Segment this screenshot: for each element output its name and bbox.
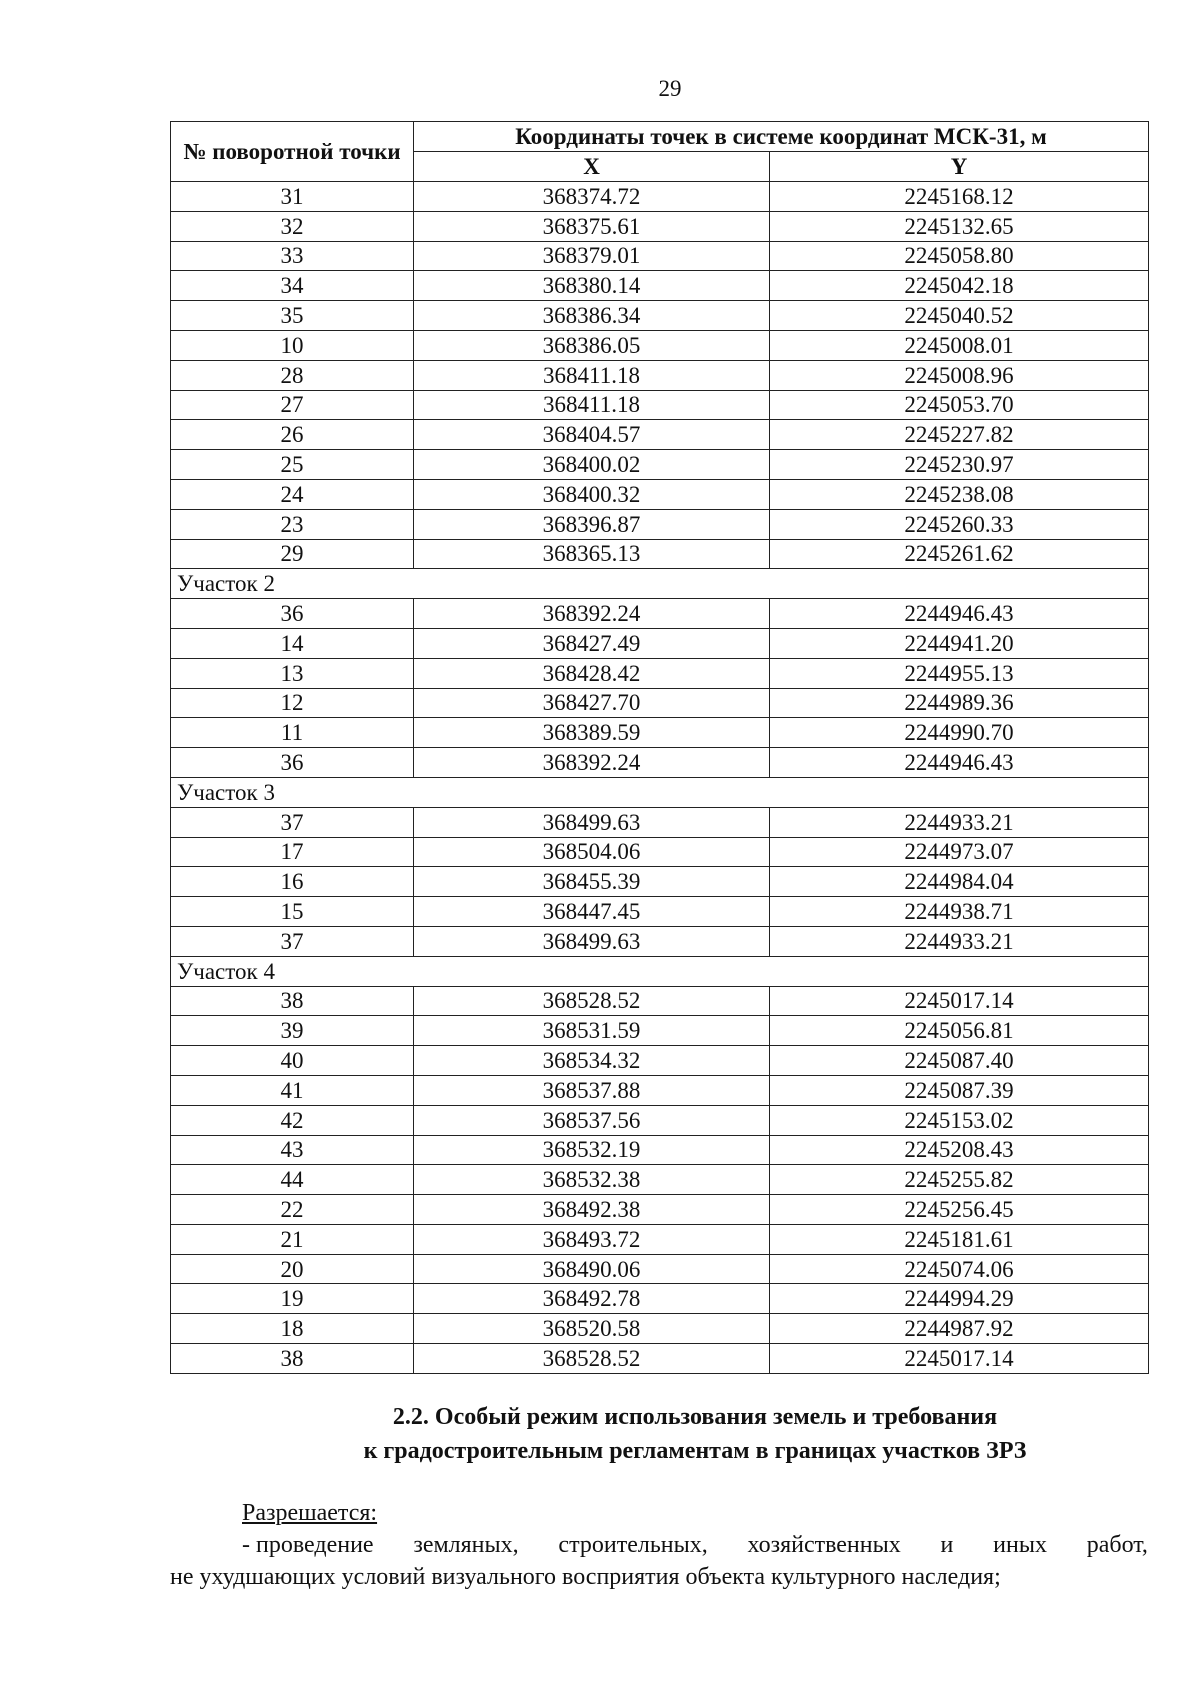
x-coordinate-cell: 368386.05 (414, 330, 770, 360)
table-row (171, 330, 1149, 360)
page-number: 29 (658, 76, 682, 101)
allowed-item (170, 1529, 1148, 1593)
y-coordinate-cell: 2245168.12 (770, 182, 1149, 212)
allowed-item-line1 (170, 1529, 1148, 1561)
table-row (171, 926, 1149, 956)
table-row (171, 897, 1149, 927)
allowed-item-word: иных (993, 1532, 1047, 1558)
y-coordinate-cell: 2245087.40 (770, 1046, 1149, 1076)
point-number-cell: 15 (171, 897, 414, 927)
x-coordinate-cell: 368447.45 (414, 897, 770, 927)
point-number-cell: 42 (171, 1105, 414, 1135)
x-coordinate-cell: 368528.52 (414, 1344, 770, 1374)
point-number-cell: 28 (171, 360, 414, 390)
section-heading-line2: к градостроительным регламентам в границах участков ЗРЗ (363, 1438, 1027, 1464)
x-coordinate-cell: 368531.59 (414, 1016, 770, 1046)
y-coordinate-cell: 2245042.18 (770, 271, 1149, 301)
point-number-cell: 14 (171, 628, 414, 658)
point-number-cell: 44 (171, 1165, 414, 1195)
table-row (171, 390, 1149, 420)
x-coordinate-cell: 368499.63 (414, 807, 770, 837)
point-number-cell: 24 (171, 479, 414, 509)
y-coordinate-cell: 2245056.81 (770, 1016, 1149, 1046)
section-label: Участок 2 (171, 569, 1149, 599)
allowed-item-line2: не ухудшающих условий визуального восприятия объекта культурного наследия; (170, 1564, 1001, 1590)
point-number-cell: 16 (171, 867, 414, 897)
y-coordinate-cell: 2244987.92 (770, 1314, 1149, 1344)
point-number-cell: 25 (171, 450, 414, 480)
x-coordinate-cell: 368428.42 (414, 658, 770, 688)
x-coordinate-cell: 368404.57 (414, 420, 770, 450)
table-row (171, 1195, 1149, 1225)
point-number-cell: 37 (171, 807, 414, 837)
point-number-cell: 21 (171, 1224, 414, 1254)
y-coordinate-cell: 2244933.21 (770, 926, 1149, 956)
table-row (171, 718, 1149, 748)
table-row (171, 807, 1149, 837)
point-number-cell: 13 (171, 658, 414, 688)
point-number-cell: 34 (171, 271, 414, 301)
table-row (171, 837, 1149, 867)
y-coordinate-cell: 2244933.21 (770, 807, 1149, 837)
table-row (171, 1344, 1149, 1374)
y-coordinate-cell: 2245058.80 (770, 241, 1149, 271)
x-coordinate-cell: 368427.70 (414, 688, 770, 718)
table-row (171, 182, 1149, 212)
point-number-cell: 19 (171, 1284, 414, 1314)
x-coordinate-cell: 368528.52 (414, 986, 770, 1016)
y-coordinate-cell: 2245153.02 (770, 1105, 1149, 1135)
point-number-cell: 38 (171, 1344, 414, 1374)
point-number-cell: 40 (171, 1046, 414, 1076)
y-coordinate-cell: 2245053.70 (770, 390, 1149, 420)
table-row (171, 360, 1149, 390)
y-coordinate-cell: 2245087.39 (770, 1075, 1149, 1105)
x-coordinate-cell: 368455.39 (414, 867, 770, 897)
point-number-cell: 31 (171, 182, 414, 212)
point-number-cell: 12 (171, 688, 414, 718)
y-coordinate-cell: 2245260.33 (770, 509, 1149, 539)
x-coordinate-cell: 368532.19 (414, 1135, 770, 1165)
x-coordinate-cell: 368411.18 (414, 360, 770, 390)
table-row (171, 211, 1149, 241)
y-coordinate-cell: 2244994.29 (770, 1284, 1149, 1314)
allowed-item-word: работ, (1086, 1532, 1148, 1558)
x-coordinate-cell: 368493.72 (414, 1224, 770, 1254)
x-coordinate-cell: 368392.24 (414, 748, 770, 778)
allowed-item-word: строительных, (558, 1532, 708, 1558)
allowed-item-word: - проведение (242, 1532, 374, 1558)
table-row (171, 241, 1149, 271)
point-number-cell: 11 (171, 718, 414, 748)
y-coordinate-cell: 2245074.06 (770, 1254, 1149, 1284)
x-coordinate-cell: 368537.56 (414, 1105, 770, 1135)
x-coordinate-cell: 368400.32 (414, 479, 770, 509)
section-heading (170, 1400, 1148, 1468)
x-coordinate-cell: 368400.02 (414, 450, 770, 480)
y-coordinate-cell: 2245008.01 (770, 330, 1149, 360)
y-coordinate-cell: 2244989.36 (770, 688, 1149, 718)
y-coordinate-cell: 2245181.61 (770, 1224, 1149, 1254)
y-coordinate-cell: 2244941.20 (770, 628, 1149, 658)
x-coordinate-cell: 368492.38 (414, 1195, 770, 1225)
point-number-cell: 23 (171, 509, 414, 539)
y-coordinate-cell: 2245132.65 (770, 211, 1149, 241)
point-number-cell: 18 (171, 1314, 414, 1344)
section-heading-line1: 2.2. Особый режим использования земель и требования (392, 1404, 998, 1430)
coordinates-table (170, 121, 1149, 1374)
y-coordinate-cell: 2245255.82 (770, 1165, 1149, 1195)
x-coordinate-cell: 368375.61 (414, 211, 770, 241)
table-row (171, 1224, 1149, 1254)
y-coordinate-cell: 2245040.52 (770, 301, 1149, 331)
y-coordinate-cell: 2244955.13 (770, 658, 1149, 688)
table-row (171, 628, 1149, 658)
y-coordinate-cell: 2245238.08 (770, 479, 1149, 509)
x-coordinate-cell: 368537.88 (414, 1075, 770, 1105)
table-row (171, 479, 1149, 509)
section-row (171, 777, 1149, 807)
point-number-cell: 32 (171, 211, 414, 241)
header-coordinates: Координаты точек в системе координат МСК-31, м (414, 122, 1149, 152)
y-coordinate-cell: 2245017.14 (770, 1344, 1149, 1374)
section-label: Участок 4 (171, 956, 1149, 986)
table-row (171, 599, 1149, 629)
table-row (171, 1075, 1149, 1105)
table-row (171, 1046, 1149, 1076)
table-row (171, 1284, 1149, 1314)
y-coordinate-cell: 2244946.43 (770, 748, 1149, 778)
header-x: X (414, 152, 770, 182)
point-number-cell: 35 (171, 301, 414, 331)
point-number-cell: 38 (171, 986, 414, 1016)
table-row (171, 509, 1149, 539)
table-row (171, 1016, 1149, 1046)
point-number-cell: 27 (171, 390, 414, 420)
table-row (171, 688, 1149, 718)
point-number-cell: 22 (171, 1195, 414, 1225)
table-row (171, 867, 1149, 897)
point-number-cell: 33 (171, 241, 414, 271)
y-coordinate-cell: 2245008.96 (770, 360, 1149, 390)
y-coordinate-cell: 2244938.71 (770, 897, 1149, 927)
x-coordinate-cell: 368504.06 (414, 837, 770, 867)
point-number-cell: 29 (171, 539, 414, 569)
section-row (171, 956, 1149, 986)
x-coordinate-cell: 368380.14 (414, 271, 770, 301)
y-coordinate-cell: 2244990.70 (770, 718, 1149, 748)
table-row (171, 420, 1149, 450)
y-coordinate-cell: 2244946.43 (770, 599, 1149, 629)
x-coordinate-cell: 368534.32 (414, 1046, 770, 1076)
section-label: Участок 3 (171, 777, 1149, 807)
point-number-cell: 36 (171, 599, 414, 629)
table-row (171, 1135, 1149, 1165)
point-number-cell: 17 (171, 837, 414, 867)
x-coordinate-cell: 368490.06 (414, 1254, 770, 1284)
point-number-cell: 39 (171, 1016, 414, 1046)
table-row (171, 658, 1149, 688)
table-row (171, 271, 1149, 301)
x-coordinate-cell: 368389.59 (414, 718, 770, 748)
point-number-cell: 20 (171, 1254, 414, 1284)
table-row (171, 986, 1149, 1016)
y-coordinate-cell: 2245261.62 (770, 539, 1149, 569)
allowed-label: Разрешается: (242, 1500, 378, 1526)
point-number-cell: 37 (171, 926, 414, 956)
x-coordinate-cell: 368374.72 (414, 182, 770, 212)
section-row (171, 569, 1149, 599)
table-row (171, 1254, 1149, 1284)
table-row (171, 1314, 1149, 1344)
point-number-cell: 10 (171, 330, 414, 360)
x-coordinate-cell: 368532.38 (414, 1165, 770, 1195)
header-y: Y (770, 152, 1149, 182)
allowed-item-word: земляных, (413, 1532, 519, 1558)
table-row (171, 301, 1149, 331)
allowed-item-word: и (940, 1532, 954, 1558)
x-coordinate-cell: 368379.01 (414, 241, 770, 271)
x-coordinate-cell: 368386.34 (414, 301, 770, 331)
x-coordinate-cell: 368392.24 (414, 599, 770, 629)
table-row (171, 748, 1149, 778)
table-row (171, 450, 1149, 480)
y-coordinate-cell: 2245017.14 (770, 986, 1149, 1016)
y-coordinate-cell: 2245227.82 (770, 420, 1149, 450)
y-coordinate-cell: 2244973.07 (770, 837, 1149, 867)
table-row (171, 1105, 1149, 1135)
x-coordinate-cell: 368499.63 (414, 926, 770, 956)
x-coordinate-cell: 368492.78 (414, 1284, 770, 1314)
point-number-cell: 43 (171, 1135, 414, 1165)
point-number-cell: 26 (171, 420, 414, 450)
y-coordinate-cell: 2244984.04 (770, 867, 1149, 897)
table-row (171, 1165, 1149, 1195)
point-number-cell: 41 (171, 1075, 414, 1105)
x-coordinate-cell: 368365.13 (414, 539, 770, 569)
header-point-number: № поворотной точки (171, 122, 414, 182)
x-coordinate-cell: 368396.87 (414, 509, 770, 539)
table-row (171, 539, 1149, 569)
table-body (171, 182, 1149, 1374)
point-number-cell: 36 (171, 748, 414, 778)
y-coordinate-cell: 2245230.97 (770, 450, 1149, 480)
x-coordinate-cell: 368520.58 (414, 1314, 770, 1344)
y-coordinate-cell: 2245208.43 (770, 1135, 1149, 1165)
allowed-item-word: хозяйственных (747, 1532, 901, 1558)
x-coordinate-cell: 368427.49 (414, 628, 770, 658)
y-coordinate-cell: 2245256.45 (770, 1195, 1149, 1225)
x-coordinate-cell: 368411.18 (414, 390, 770, 420)
